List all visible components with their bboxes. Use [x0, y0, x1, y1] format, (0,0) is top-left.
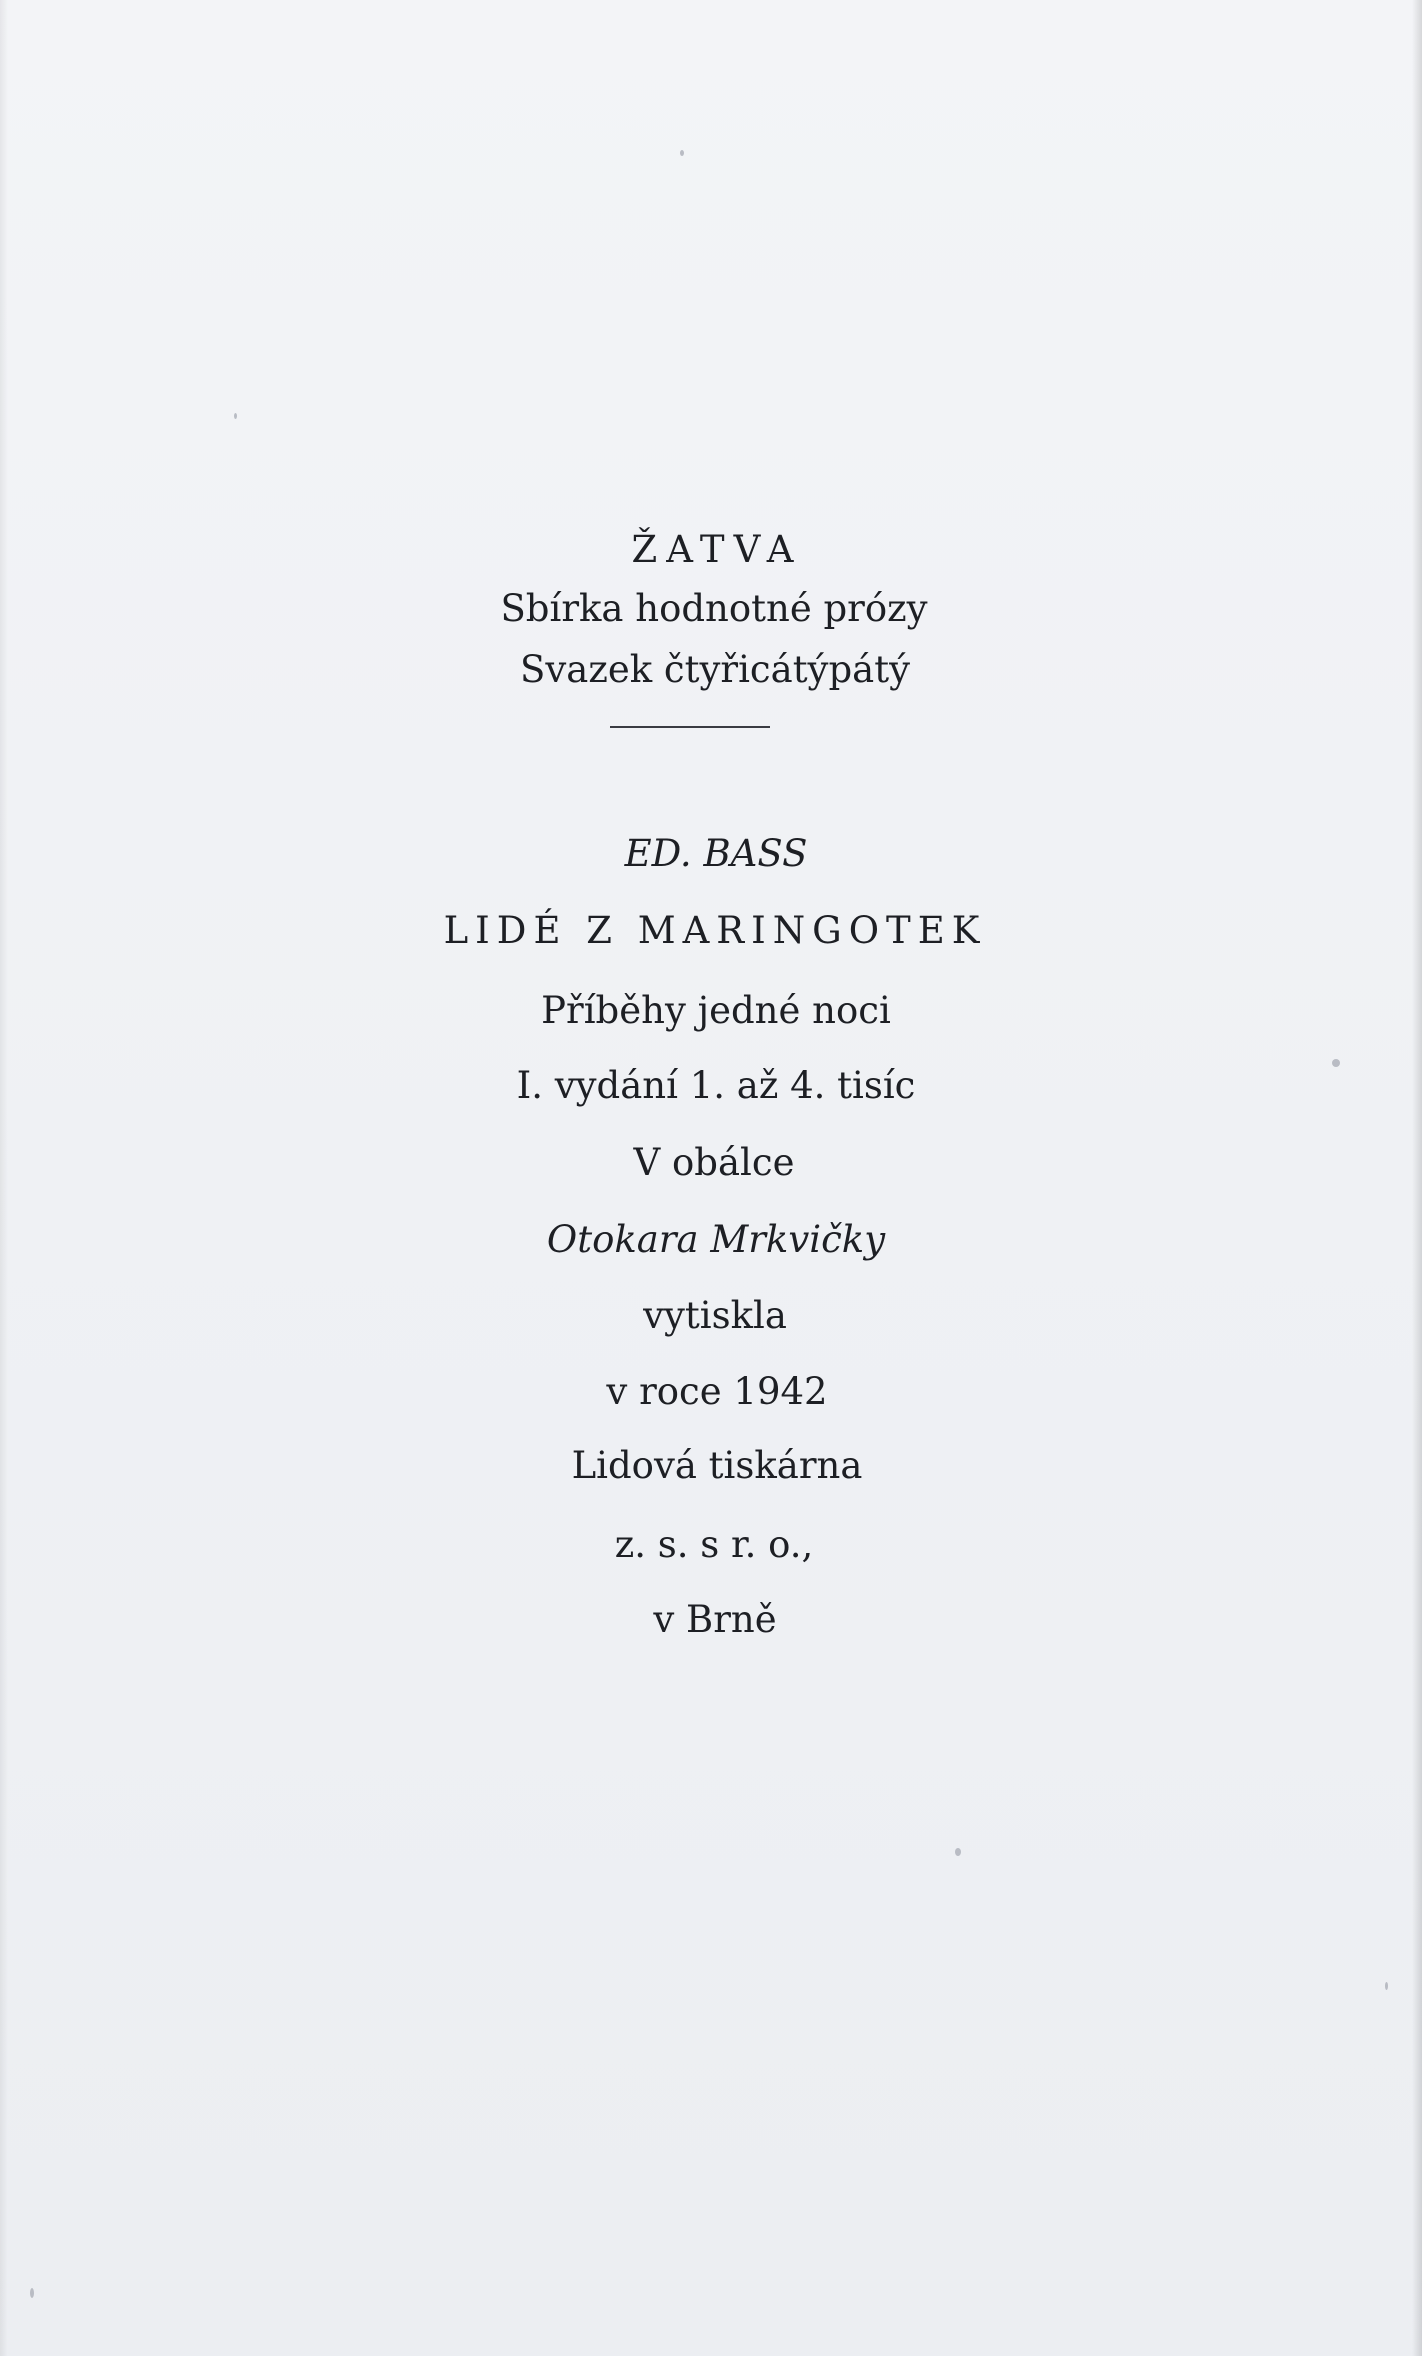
illustrator-name: Otokara Mrkvičky — [546, 1218, 886, 1261]
printed-line: vytiskla — [643, 1294, 787, 1337]
year-line: v roce 1942 — [606, 1370, 828, 1413]
paper-speck — [680, 150, 684, 156]
company-type: z. s. s r. o., — [614, 1523, 814, 1566]
place-line: v Brně — [653, 1598, 777, 1641]
paper-speck — [234, 413, 237, 419]
cover-credit-line: V obálce — [633, 1141, 795, 1184]
printer-name: Lidová tiskárna — [571, 1444, 863, 1487]
author-name: ED. BASS — [624, 832, 808, 875]
book-subtitle: Příběhy jedné noci — [541, 989, 891, 1032]
edition-line: I. vydání 1. až 4. tisíc — [516, 1064, 916, 1107]
series-subtitle: Sbírka hodnotné prózy — [500, 587, 928, 630]
volume-label: Svazek čtyřicátýpátý — [520, 648, 910, 691]
book-title: LIDÉ Z MARINGOTEK — [443, 909, 987, 952]
paper-speck — [30, 2288, 34, 2298]
paper-speck — [955, 1848, 961, 1856]
paper-speck — [1332, 1059, 1340, 1067]
series-title: ŽATVA — [631, 528, 803, 571]
divider-rule — [610, 726, 770, 728]
paper-speck — [1385, 1982, 1388, 1990]
